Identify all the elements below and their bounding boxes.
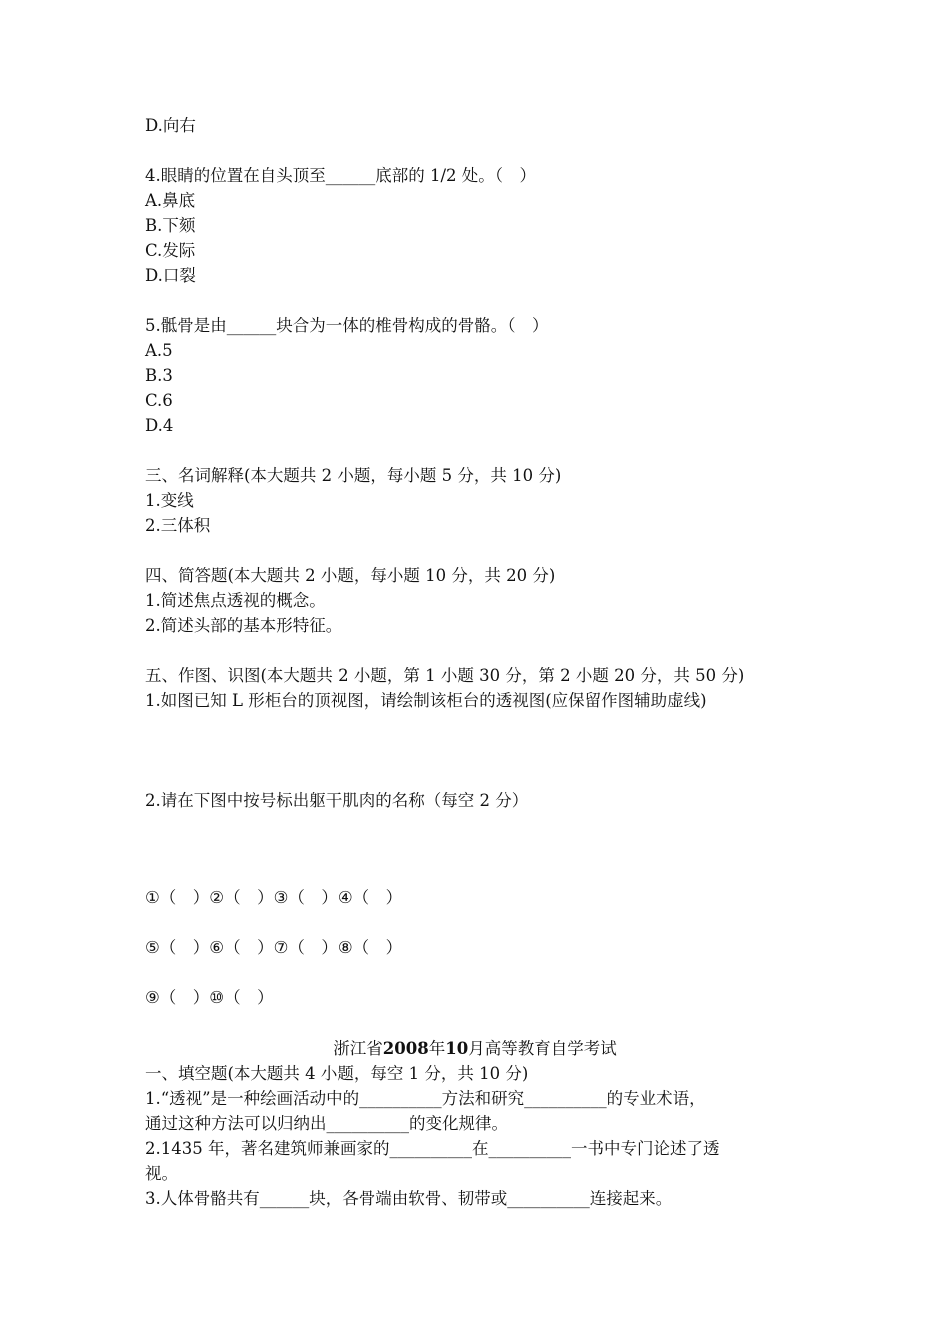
q4-option-b: B.下颏 (145, 216, 196, 235)
fill-in-heading: 一、填空题(本大题共 4 小题，每空 1 分，共 10 分) (145, 1064, 529, 1083)
section-3-heading: 三、名词解释(本大题共 2 小题，每小题 5 分，共 10 分) (145, 466, 562, 485)
exam-title-year: 2008 (382, 1039, 429, 1058)
section-4-item-2: 2.简述头部的基本形特征。 (145, 616, 343, 635)
q5-option-c: C.6 (145, 391, 173, 410)
fill-q1-line-2: 通过这种方法可以归纳出__________的变化规律。 (145, 1114, 508, 1133)
fill-q2-line-1: 2.1435 年，著名建筑师兼画家的__________在__________一书中专门论述了透 (145, 1139, 720, 1158)
question-4: 4.眼睛的位置在自头顶至______底部的 1/2 处。（ ） (145, 166, 537, 185)
exam-title (145, 1038, 805, 1060)
q4-option-d: D.口裂 (145, 266, 196, 285)
q5-option-d: D.4 (145, 416, 174, 435)
q3-option-d: D.向右 (145, 116, 196, 135)
exam-title-prefix: 浙江省 (333, 1039, 383, 1058)
exam-title-rest: 月高等教育自学考试 (468, 1039, 617, 1058)
section-5-item-1: 1.如图已知 L 形柜台的顶视图，请绘制该柜台的透视图(应保留作图辅助虚线) (145, 691, 707, 710)
question-5: 5.骶骨是由______块合为一体的椎骨构成的骨骼。（ ） (145, 316, 549, 335)
fill-q1-line-1: 1.“透视”是一种绘画活动中的__________方法和研究__________的专业术语， (145, 1089, 706, 1108)
section-4-heading: 四、简答题(本大题共 2 小题，每小题 10 分，共 20 分) (145, 566, 556, 585)
exam-title-month: 10 (445, 1039, 469, 1058)
fill-q2-line-2: 视。 (145, 1164, 178, 1183)
muscle-blanks-row-3: ⑨（ ）⑩（ ） (145, 988, 274, 1007)
muscle-blanks-row-1: ①（ ）②（ ）③（ ）④（ ） (145, 888, 403, 907)
section-4-item-1: 1.简述焦点透视的概念。 (145, 591, 326, 610)
muscle-blanks-row-2: ⑤（ ）⑥（ ）⑦（ ）⑧（ ） (145, 938, 403, 957)
section-5-heading: 五、作图、识图(本大题共 2 小题，第 1 小题 30 分，第 2 小题 20 分，共 50 分) (145, 666, 745, 685)
section-3-item-2: 2.三体积 (145, 516, 211, 535)
fill-q3: 3.人体骨骼共有______块，各骨端由软骨、韧带或__________连接起来。 (145, 1189, 673, 1208)
section-3-item-1: 1.变线 (145, 491, 194, 510)
q4-option-c: C.发际 (145, 241, 196, 260)
section-5-item-2: 2.请在下图中按号标出躯干肌肉的名称（每空 2 分） (145, 791, 529, 810)
exam-title-year-suffix: 年 (428, 1039, 446, 1058)
q4-option-a: A.鼻底 (145, 191, 196, 210)
q5-option-a: A.5 (145, 341, 173, 360)
q5-option-b: B.3 (145, 366, 173, 385)
